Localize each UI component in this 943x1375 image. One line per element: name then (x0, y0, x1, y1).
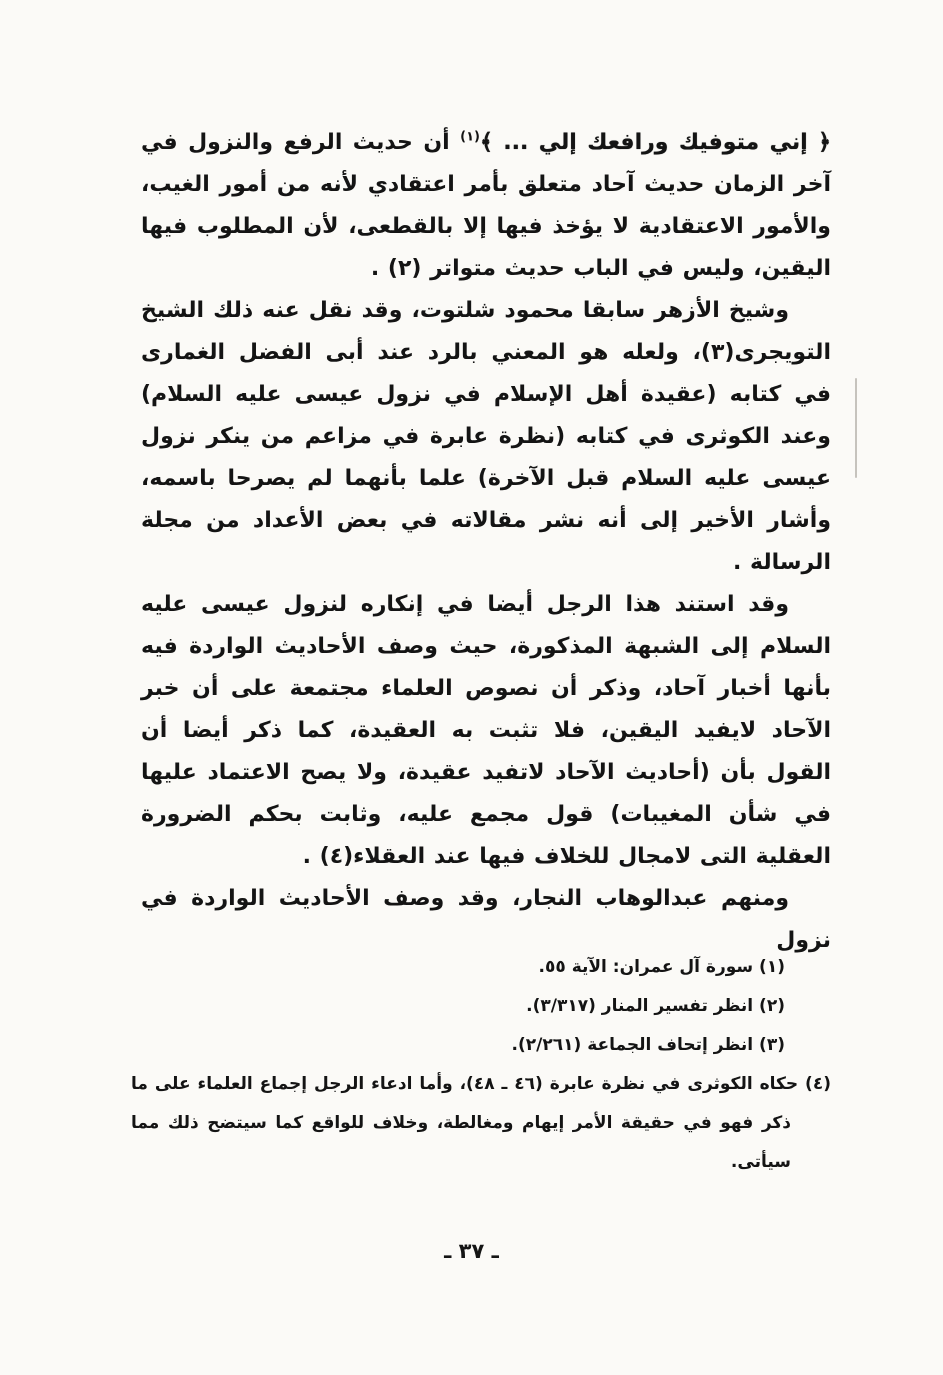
footnote-2: (٢) انظر تفسير المنار (٣/٣١٧). (526, 996, 785, 1016)
footnote-1: (١) سورة آل عمران: الآية ٥٥. (538, 957, 785, 977)
footnote-ref-1: (١) (460, 129, 480, 145)
paragraph-1 (141, 122, 831, 290)
paragraph-1-text: أن حديث الرفع والنزول في آخر الزمان حديث آحاد متعلق بأمر اعتقادي لأنه من أمور الغيب، والأمور الاعتقادية لا يؤخذ فيها إلا بالقطعى، لأن المطلوب فيها اليقين، وليس في الباب حديث متواتر (٢) . (141, 130, 831, 281)
paragraph-2: وشيخ الأزهر سابقا محمود شلتوت، وقد نقل عنه ذلك الشيخ التويجرى(٣)، ولعله هو المعني بالرد عند أبى الفضل الغمارى في كتابه (عقيدة أهل الإسلام في نزول عيسى عليه السلام) وعند الكوثرى في كتابه (نظرة عابرة في مزاعم من ينكر نزول عيسى عليه السلام قبل الآخرة) علما بأنهما لم يصرحا باسمه، وأشار الأخير إلى أنه نشر مقالاته في بعض الأعداد من مجلة الرسالة . (141, 298, 831, 575)
page-number: ـ ٣٧ ـ (444, 1239, 499, 1263)
quran-quote: ﴿ إني متوفيك ورافعك إلي ... ﴾ (479, 130, 831, 155)
scan-artifact-line (855, 378, 857, 478)
main-text-block (141, 122, 831, 962)
paragraph-4: ومنهم عبدالوهاب النجار، وقد وصف الأحاديث الواردة في نزول (141, 886, 831, 953)
footnote-4: (٤) حكاه الكوثرى في نظرة عابرة (٤٦ ـ ٤٨)، وأما ادعاء الرجل إجماع العلماء على ما ذكر فهو في حقيقة الأمر إيهام ومغالطة، وخلاف للواقع كما سيتضح ذلك مما سيأتى. (131, 1074, 832, 1172)
footnote-3: (٣) انظر إتحاف الجماعة (٢/٢٦١). (511, 1035, 785, 1055)
paragraph-3: وقد استند هذا الرجل أيضا في إنكاره لنزول عيسى عليه السلام إلى الشبهة المذكورة، حيث وصف الأحاديث الواردة فيه بأنها أخبار آحاد، وذكر أن نصوص العلماء مجتمعة على أن خبر الآحاد لايفيد اليقين، فلا تثبت به العقيدة، كما ذكر أيضا أن القول بأن (أحاديث الآحاد لاتفيد عقيدة، ولا يصح الاعتماد عليها في شأن المغيبات) قول مجمع عليه، وثابت بحكم الضرورة العقلية التى لامجال للخلاف فيها عند العقلاء(٤) . (141, 592, 831, 869)
footnotes-block (131, 948, 831, 1182)
